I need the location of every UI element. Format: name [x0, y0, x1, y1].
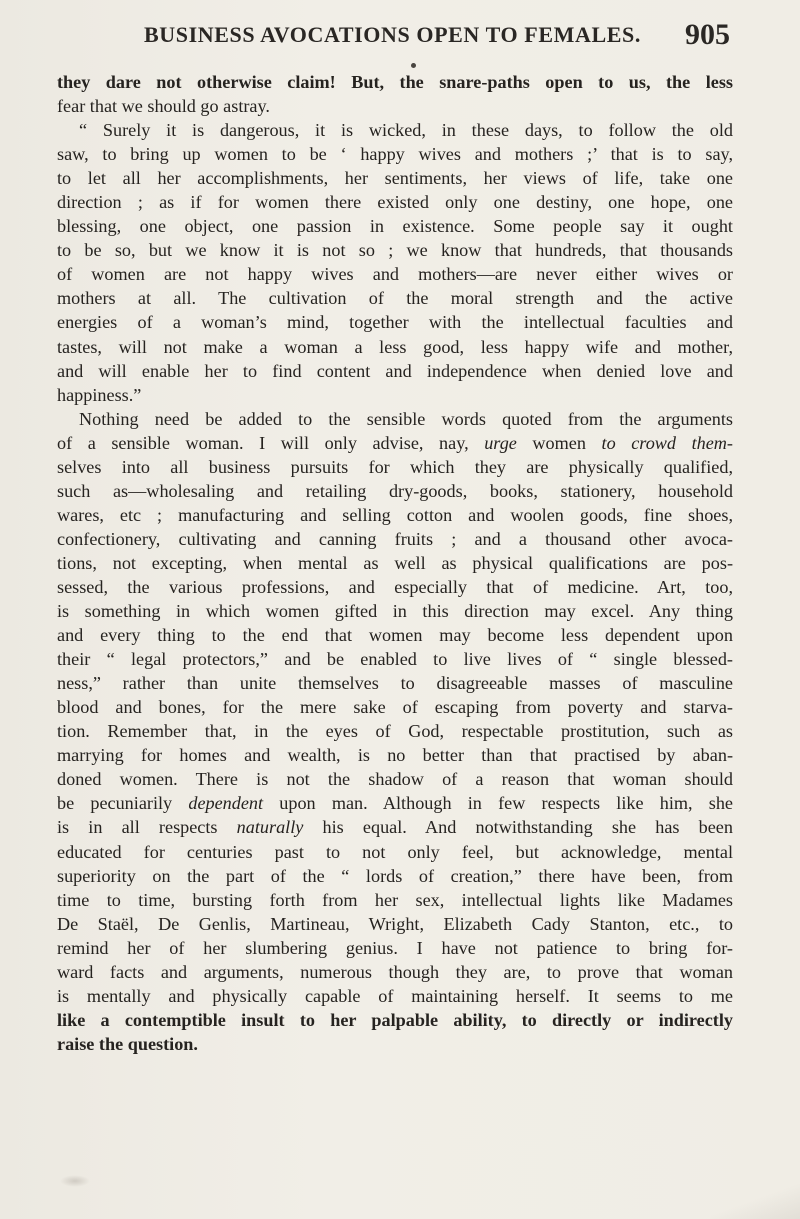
page-number: 905: [685, 18, 730, 51]
italic-run: urge: [484, 432, 517, 453]
text-line: like a contemptible insult to her palpable ability, to directly or indirectly: [57, 1009, 733, 1030]
text-line: [57, 791, 733, 815]
text-run: women: [516, 432, 602, 453]
text-line: blood and bones, for the mere sake of escaping from poverty and starva-: [57, 697, 733, 718]
text-line: blessing, one object, one passion in existence. Some people say it ought: [57, 216, 733, 237]
text-line: to let all her accomplishments, her sentiments, her views of life, take one: [57, 168, 733, 189]
text-line: and will enable her to find content and independence when denied love and: [57, 360, 733, 381]
text-line: to be so, but we know it is not so ; we know that hundreds, that thousands: [57, 240, 733, 261]
text-line: of women are not happy wives and mothers—are never either wives or: [57, 264, 733, 285]
ink-smudge: [60, 1175, 90, 1187]
text-line: Nothing need be added to the sensible words quoted from the arguments: [79, 408, 733, 429]
text-line: confectionery, cultivating and canning fruits ; and a thousand other avoca-: [57, 528, 733, 549]
text-line: [57, 431, 733, 455]
text-line: tion. Remember that, in the eyes of God, respectable prostitution, such as: [57, 721, 733, 742]
text-line: mothers at all. The cultivation of the moral strength and the active: [57, 288, 733, 309]
text-line: selves into all business pursuits for which they are physically qualified,: [57, 456, 733, 477]
text-run: be pecuniarily: [57, 793, 189, 814]
text-line: sessed, the various professions, and especially that of medicine. Art, too,: [57, 576, 733, 597]
italic-run: to crowd them-: [601, 432, 733, 453]
text-line: fear that we should go astray.: [57, 96, 270, 117]
running-title: BUSINESS AVOCATIONS OPEN TO FEMALES.: [144, 22, 641, 47]
text-line: is something in which women gifted in this direction may excel. Any thing: [57, 601, 733, 622]
text-line: time to time, bursting forth from her sex, intellectual lights like Madames: [57, 889, 733, 910]
text-line: such as—wholesaling and retailing dry-goods, books, stationery, household: [57, 480, 733, 501]
text-run: upon man. Although in few respects like him, she: [263, 793, 733, 814]
text-line: doned women. There is not the shadow of a reason that woman should: [57, 769, 733, 790]
text-line: superiority on the part of the “ lords of creation,” there have been, from: [57, 865, 733, 886]
text-run: of a sensible woman. I will only advise, nay,: [57, 432, 485, 453]
text-line: saw, to bring up women to be ‘ happy wives and mothers ;’ that is to say,: [57, 144, 733, 165]
italic-run: naturally: [236, 817, 304, 838]
text-run: is in all respects: [57, 817, 237, 838]
text-line: De Staël, De Genlis, Martineau, Wright, Elizabeth Cady Stanton, etc., to: [57, 913, 733, 934]
text-line: tions, not excepting, when mental as well as physical qualifications are pos-: [57, 552, 733, 573]
text-line: “ Surely it is dangerous, it is wicked, in these days, to follow the old: [79, 120, 733, 141]
text-line: wares, etc ; manufacturing and selling cotton and woolen goods, fine shoes,: [57, 504, 733, 525]
text-line: energies of a woman’s mind, together with the intellectual faculties and: [57, 312, 733, 333]
text-line: they dare not otherwise claim! But, the snare-paths open to us, the less: [57, 72, 733, 92]
italic-run: dependent: [188, 793, 264, 814]
text-line: direction ; as if for women there existed only one destiny, one hope, one: [57, 192, 733, 213]
printer-mark: [411, 63, 416, 68]
text-line: ness,” rather than unite themselves to disagreeable masses of masculine: [57, 673, 733, 694]
text-line: and every thing to the end that women may become less dependent upon: [57, 625, 733, 646]
text-line: ward facts and arguments, numerous though they are, to prove that woman: [57, 961, 733, 982]
text-line: remind her of her slumbering genius. I have not patience to bring for-: [57, 937, 733, 958]
page-corner-shadow: [710, 1179, 800, 1219]
text-line: marrying for homes and wealth, is no better than that practised by aban-: [57, 745, 733, 766]
text-line: [57, 815, 733, 839]
text-line: educated for centuries past to not only feel, but acknowledge, mental: [57, 841, 733, 862]
text-line: their “ legal protectors,” and be enabled to live lives of “ single blessed-: [57, 649, 733, 670]
text-line: is mentally and physically capable of maintaining herself. It seems to me: [57, 985, 733, 1006]
body-text: [57, 70, 733, 1056]
text-run: his equal. And notwithstanding she has been: [303, 817, 733, 838]
text-line: happiness.”: [57, 384, 142, 405]
text-line: tastes, will not make a woman a less good, less happy wife and mother,: [57, 336, 733, 357]
running-head: [60, 16, 730, 52]
text-line: raise the question.: [57, 1033, 198, 1054]
